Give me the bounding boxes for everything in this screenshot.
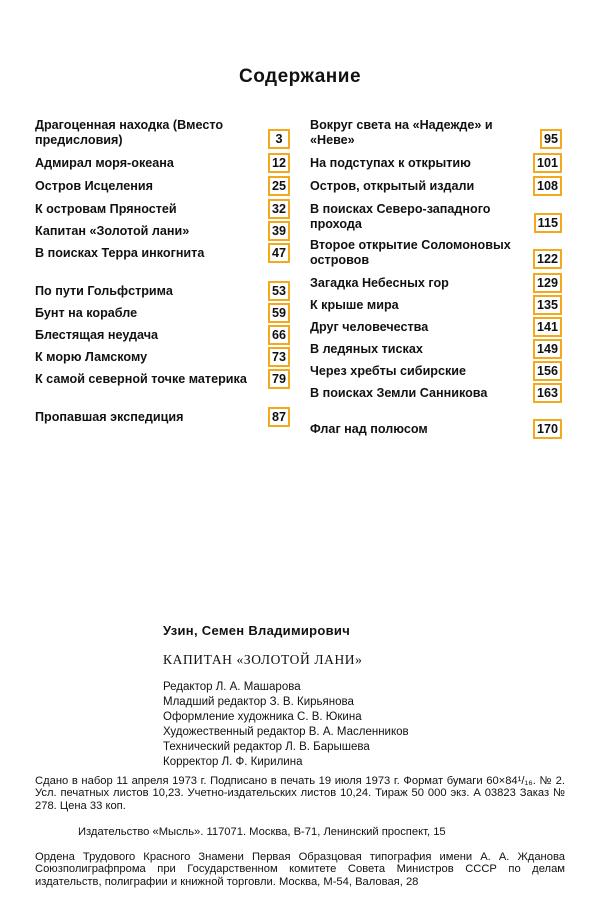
- toc-page-number: 170: [533, 419, 562, 439]
- publisher-address: Издательство «Мысль». 117071. Москва, В-71, Ленинский проспект, 15: [78, 826, 446, 838]
- toc-entry-title: Через хребты сибирские: [310, 364, 467, 378]
- toc-entry-title: Флаг над полюсом: [310, 422, 428, 436]
- toc-entry-title: Блестящая неудача: [35, 328, 159, 342]
- toc-entry-title: В ледяных тисках: [310, 342, 423, 356]
- toc-entry-title: Бунт на корабле: [35, 306, 138, 320]
- toc-page-number: 25: [268, 176, 290, 196]
- toc-entry: [310, 202, 562, 231]
- credit-line: Оформление художника С. В. Юкина: [163, 711, 362, 724]
- toc-entry-title: В поисках Терра инкогнита: [35, 246, 205, 260]
- toc-entry: [310, 179, 562, 194]
- toc-page-number: 129: [533, 273, 562, 293]
- toc-page-number: 79: [268, 369, 290, 389]
- toc-page-number: 12: [268, 153, 290, 173]
- author-name: Узин, Семен Владимирович: [163, 623, 351, 638]
- toc-entry: [310, 276, 562, 291]
- toc-entry: [310, 422, 562, 437]
- toc-page-number: 87: [268, 407, 290, 427]
- toc-entry: [35, 224, 290, 239]
- toc-entry: [35, 328, 290, 343]
- toc-entry-title: Капитан «Золотой лани»: [35, 224, 190, 238]
- toc-entry: [35, 246, 290, 261]
- toc-entry: [35, 372, 290, 387]
- toc-entry: [35, 179, 290, 194]
- toc-page-number: 141: [533, 317, 562, 337]
- toc-entry: [310, 364, 562, 379]
- toc-page-number: 39: [268, 221, 290, 241]
- credit-line: Корректор Л. Ф. Кирилина: [163, 756, 303, 769]
- toc-entry-title: На подступах к открытию: [310, 156, 471, 170]
- toc-entry: [310, 342, 562, 357]
- toc-page-number: 73: [268, 347, 290, 367]
- toc-page-number: 149: [533, 339, 562, 359]
- toc-page-number: 53: [268, 281, 290, 301]
- toc-entry: [35, 410, 290, 425]
- toc-entry-title: В поисках Земли Санникова: [310, 386, 488, 400]
- print-info: Сдано в набор 11 апреля 1973 г. Подписано в печать 19 июля 1973 г. Формат бумаги 60×84¹/₁₆. № 2. Усл. печатных листов 10,23. Учетно-издательских листов 10,24. Тираж 50 000 экз. А 03823 Заказ № 278. Цена 33 коп.: [35, 775, 565, 812]
- toc-entry: [35, 118, 290, 147]
- toc-entry: [310, 320, 562, 335]
- toc-entry-title: Друг человечества: [310, 320, 429, 334]
- toc-entry-title: Вокруг света на «Надежде» и «Неве»: [310, 118, 493, 147]
- toc-page-number: 101: [533, 153, 562, 173]
- credit-line: Технический редактор Л. В. Барышева: [163, 741, 370, 754]
- toc-entry-title: В поисках Северо-западного прохода: [310, 202, 491, 231]
- credits-list: [163, 680, 409, 771]
- toc-entry: [310, 118, 562, 147]
- toc-page-number: 32: [268, 199, 290, 219]
- toc-entry-title: Драгоценная находка (Вместо предисловия): [35, 118, 224, 147]
- toc-entry-title: Остров, открытый издали: [310, 179, 475, 193]
- toc-entry-title: Пропавшая экспедиция: [35, 410, 184, 424]
- toc-page-number: 135: [533, 295, 562, 315]
- toc-entry-title: К самой северной точке материка: [35, 372, 247, 386]
- toc-page-number: 156: [533, 361, 562, 381]
- toc-page-number: 59: [268, 303, 290, 323]
- toc-entry-title: Остров Исцеления: [35, 179, 153, 193]
- toc-entry: [310, 298, 562, 313]
- toc-entry: [35, 284, 290, 299]
- toc-page-number: 3: [268, 129, 290, 149]
- page-title: Содержание: [238, 66, 362, 87]
- toc-page-number: 163: [533, 383, 562, 403]
- toc-entry-title: К крыше мира: [310, 298, 399, 312]
- book-title: КАПИТАН «ЗОЛОТОЙ ЛАНИ»: [163, 652, 363, 667]
- toc-entry: [35, 306, 290, 321]
- toc-page-number: 122: [533, 249, 562, 269]
- toc-entry-title: По пути Гольфстрима: [35, 284, 173, 298]
- toc-entry: [310, 156, 562, 171]
- toc-page-number: 47: [268, 243, 290, 263]
- toc-entry: [35, 350, 290, 365]
- credit-line: Редактор Л. А. Машарова: [163, 681, 301, 693]
- toc-entry: [35, 202, 290, 217]
- toc-entry: [310, 238, 562, 267]
- toc-page-number: 108: [533, 176, 562, 196]
- toc-entry: [35, 156, 290, 171]
- printer-info: Ордена Трудового Красного Знамени Первая Образцовая типография имени А. А. Жданова Союзполиграфпрома при Государственном комитете Совета Министров СССР по делам издательств, полиграфии и книжной торговли. Москва, М-54, Валовая, 28: [35, 851, 565, 888]
- toc-page-number: 115: [534, 213, 562, 233]
- toc-entry-title: Второе открытие Соломоновых островов: [310, 238, 511, 267]
- toc-entry-title: К морю Ламскому: [35, 350, 148, 364]
- toc-entry: [310, 386, 562, 401]
- credit-line: Художественный редактор В. А. Масленников: [163, 726, 409, 739]
- toc-entry-title: Загадка Небесных гор: [310, 276, 449, 290]
- credit-line: Младший редактор З. В. Кирьянова: [163, 696, 354, 709]
- toc-entry-title: К островам Пряностей: [35, 202, 177, 216]
- toc-entry-title: Адмирал моря-океана: [35, 156, 174, 170]
- toc-page-number: 95: [540, 129, 562, 149]
- toc-page-number: 66: [268, 325, 290, 345]
